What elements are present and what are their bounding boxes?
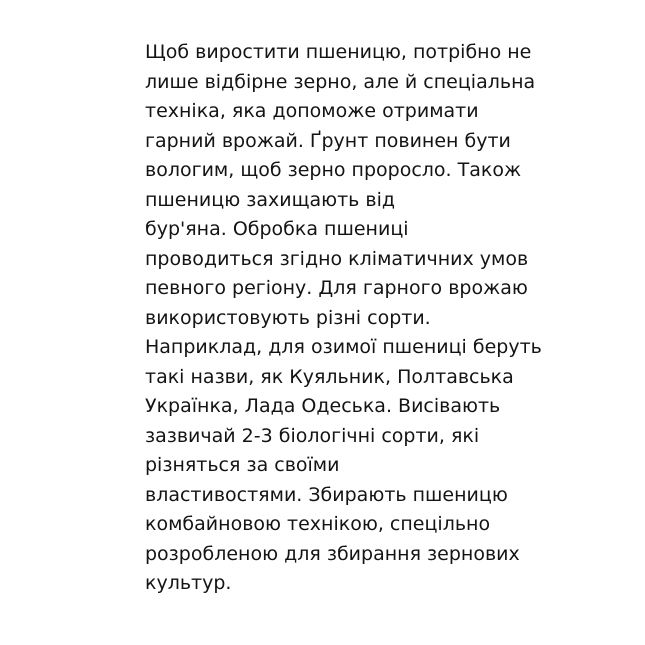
text-line: властивостями. Збирають пшеницю: [145, 483, 508, 506]
text-line: техніка, яка допоможе отримати: [145, 100, 479, 122]
text-line: використовують різні сорти.: [145, 306, 431, 329]
text-line: Наприклад, для озимої пшениці беруть: [145, 336, 542, 358]
text-line: певного регіону. Для гарного врожаю: [145, 277, 528, 299]
text-line: пшеницю захищають від: [145, 188, 396, 211]
text-line: розробленою для збирання зернових: [145, 542, 520, 565]
text-line: бур'яна. Обробка пшениці: [145, 218, 409, 240]
text-line: зазвичай 2-3 біологічні сорти, які: [145, 424, 480, 447]
text-line: культур.: [145, 572, 232, 594]
text-line: різняться за своїми: [145, 454, 340, 476]
text-line: гарний врожай. Ґрунт повинен бути: [145, 129, 511, 152]
text-line: Українка, Лада Одеська. Висівають: [145, 395, 501, 417]
text-line: проводиться згідно кліматичних умов: [145, 247, 529, 270]
text-line: Щоб виростити пшеницю, потрібно не: [145, 41, 532, 63]
text-line: такі назви, як Куяльник, Полтавська: [145, 365, 514, 388]
text-line: комбайновою технікою, спецільно: [145, 513, 491, 535]
text-line: лише відбірне зерно, але й спеціальна: [145, 70, 536, 93]
text-line: вологим, щоб зерно проросло. Також: [145, 159, 522, 181]
text-paragraph: [145, 38, 615, 599]
